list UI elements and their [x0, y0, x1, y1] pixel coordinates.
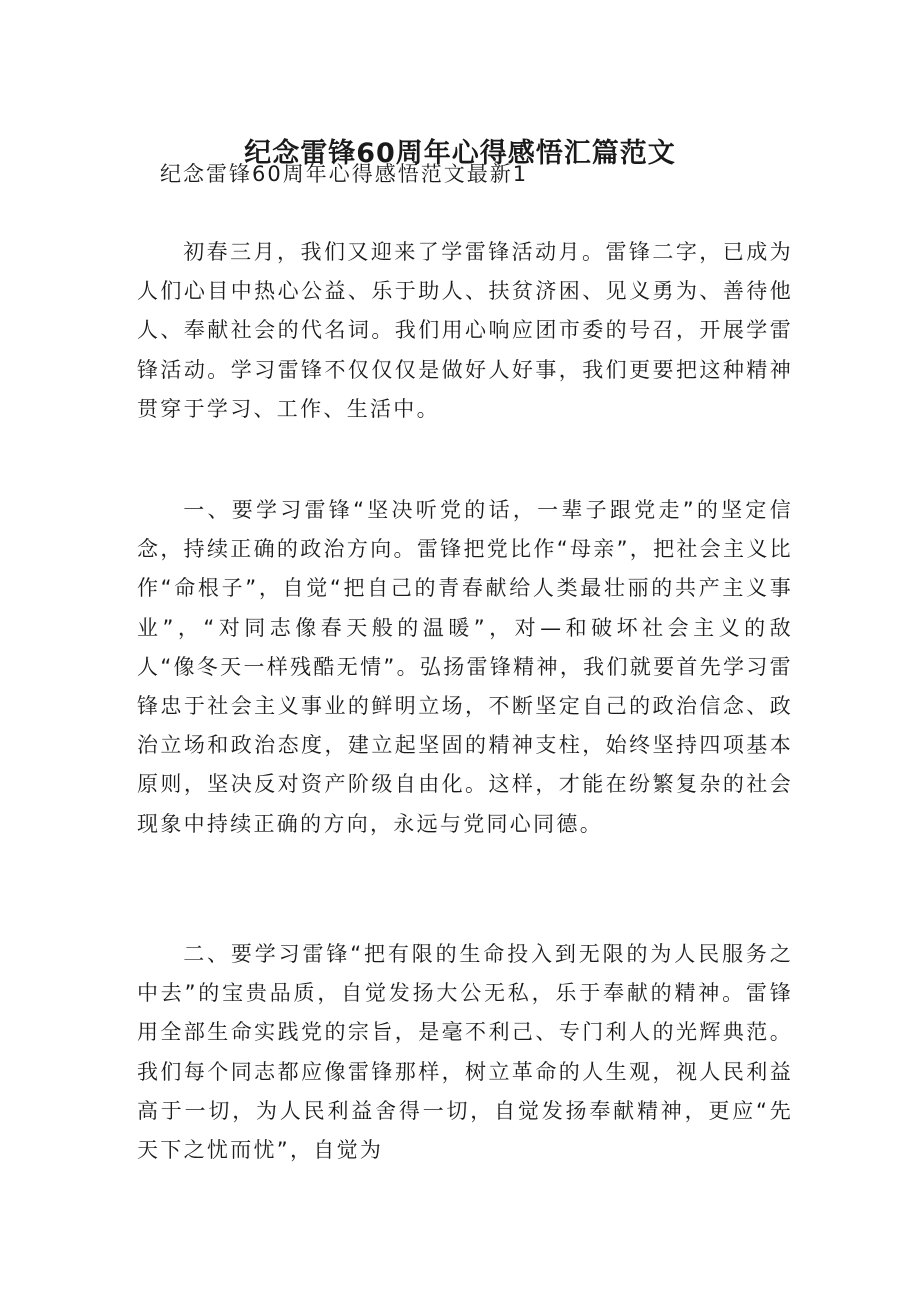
- document-title: 纪念雷锋60周年心得感悟汇篇范文: [244, 138, 676, 169]
- section-heading: 纪念雷锋60周年心得感悟范文最新1: [160, 162, 529, 186]
- paragraph-intro: 初春三月，我们又迎来了学雷锋活动月。雷锋二字，已成为人们心目中热心公益、乐于助人、扶贫济困、见义勇为、善待他人、奉献社会的代名词。我们用心响应团市委的号召，开展学雷锋活动。学习雷锋不仅仅仅是做好人好事，我们更要把这种精神贯穿于学习、工作、生活中。: [137, 240, 793, 421]
- paragraph-point-one: 一、要学习雷锋“坚决听党的话，一辈子跟党走”的坚定信念，持续正确的政治方向。雷锋把党比作“母亲”，把社会主义比作“命根子”，自觉“把自己的青春献给人类最壮丽的共产主义事业”，“对同志像春天般的温暖”，对—和破坏社会主义的敌人“像冬天一样残酷无情”。弘扬雷锋精神，我们就要首先学习雷锋忠于社会主义事业的鲜明立场，不断坚定自己的政治信念、政治立场和政治态度，建立起坚固的精神支柱，始终坚持四项基本原则，坚决反对资产阶级自由化。这样，才能在纷繁复杂的社会现象中持续正确的方向，永远与党同心同德。: [137, 498, 793, 836]
- paragraph-point-two: 二、要学习雷锋“把有限的生命投入到无限的为人民服务之中去”的宝贵品质，自觉发扬大公无私，乐于奉献的精神。雷锋用全部生命实践党的宗旨，是毫不利己、专门利人的光辉典范。我们每个同志都应像雷锋那样，树立革命的人生观，视人民利益高于一切，为人民利益舍得一切，自觉发扬奉献精神，更应“先天下之忧而忧”，自觉为: [137, 942, 793, 1163]
